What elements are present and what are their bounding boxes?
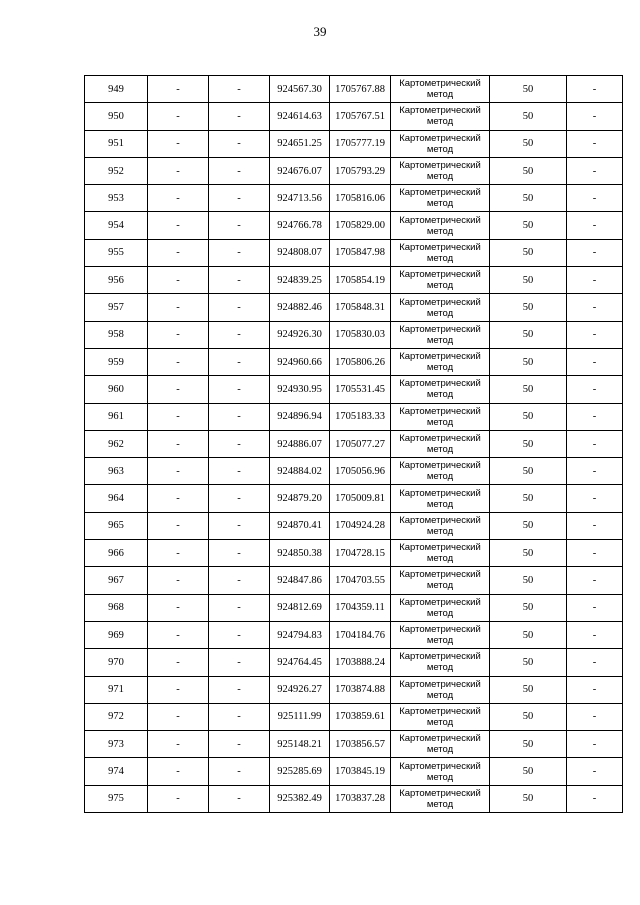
y-coordinate-cell: 1704703.55 — [330, 567, 391, 594]
precision-cell: 50 — [490, 676, 567, 703]
method-cell: Картометрический метод — [391, 267, 490, 294]
empty-coordinate-cell: - — [209, 212, 270, 239]
method-cell: Картометрический метод — [391, 239, 490, 266]
empty-coordinate-cell: - — [209, 103, 270, 130]
note-cell: - — [567, 540, 623, 567]
table-row — [85, 130, 623, 157]
point-number-cell: 951 — [85, 130, 148, 157]
table-row — [85, 321, 623, 348]
y-coordinate-cell: 1705767.88 — [330, 76, 391, 103]
y-coordinate-cell: 1705793.29 — [330, 157, 391, 184]
table-row — [85, 785, 623, 812]
note-cell: - — [567, 76, 623, 103]
y-coordinate-cell: 1703859.61 — [330, 703, 391, 730]
empty-coordinate-cell: - — [209, 485, 270, 512]
empty-coordinate-cell: - — [209, 321, 270, 348]
precision-cell: 50 — [490, 540, 567, 567]
note-cell: - — [567, 376, 623, 403]
point-number-cell: 958 — [85, 321, 148, 348]
y-coordinate-cell: 1705847.98 — [330, 239, 391, 266]
point-number-cell: 973 — [85, 731, 148, 758]
empty-coordinate-cell: - — [148, 103, 209, 130]
method-cell: Картометрический метод — [391, 430, 490, 457]
x-coordinate-cell: 924882.46 — [270, 294, 330, 321]
method-cell: Картометрический метод — [391, 321, 490, 348]
note-cell: - — [567, 130, 623, 157]
method-cell: Картометрический метод — [391, 76, 490, 103]
y-coordinate-cell: 1705009.81 — [330, 485, 391, 512]
y-coordinate-cell: 1704359.11 — [330, 594, 391, 621]
note-cell: - — [567, 103, 623, 130]
y-coordinate-cell: 1703856.57 — [330, 731, 391, 758]
x-coordinate-cell: 925148.21 — [270, 731, 330, 758]
note-cell: - — [567, 785, 623, 812]
empty-coordinate-cell: - — [209, 76, 270, 103]
note-cell: - — [567, 403, 623, 430]
method-cell: Картометрический метод — [391, 103, 490, 130]
empty-coordinate-cell: - — [148, 512, 209, 539]
empty-coordinate-cell: - — [148, 540, 209, 567]
note-cell: - — [567, 321, 623, 348]
precision-cell: 50 — [490, 594, 567, 621]
method-cell: Картометрический метод — [391, 785, 490, 812]
point-number-cell: 965 — [85, 512, 148, 539]
table-body — [85, 76, 623, 813]
table-row — [85, 567, 623, 594]
point-number-cell: 952 — [85, 157, 148, 184]
note-cell: - — [567, 731, 623, 758]
y-coordinate-cell: 1705848.31 — [330, 294, 391, 321]
empty-coordinate-cell: - — [209, 621, 270, 648]
method-cell: Картометрический метод — [391, 185, 490, 212]
empty-coordinate-cell: - — [148, 458, 209, 485]
empty-coordinate-cell: - — [148, 785, 209, 812]
x-coordinate-cell: 924614.63 — [270, 103, 330, 130]
point-number-cell: 969 — [85, 621, 148, 648]
table-row — [85, 458, 623, 485]
point-number-cell: 953 — [85, 185, 148, 212]
empty-coordinate-cell: - — [148, 294, 209, 321]
page-number: 39 — [313, 24, 327, 39]
point-number-cell: 967 — [85, 567, 148, 594]
precision-cell: 50 — [490, 731, 567, 758]
coordinates-table — [84, 75, 623, 813]
precision-cell: 50 — [490, 321, 567, 348]
point-number-cell: 966 — [85, 540, 148, 567]
point-number-cell: 971 — [85, 676, 148, 703]
table-row — [85, 621, 623, 648]
table-row — [85, 348, 623, 375]
empty-coordinate-cell: - — [209, 540, 270, 567]
precision-cell: 50 — [490, 403, 567, 430]
note-cell: - — [567, 567, 623, 594]
empty-coordinate-cell: - — [148, 621, 209, 648]
empty-coordinate-cell: - — [209, 731, 270, 758]
empty-coordinate-cell: - — [209, 785, 270, 812]
empty-coordinate-cell: - — [209, 676, 270, 703]
x-coordinate-cell: 924764.45 — [270, 649, 330, 676]
table-row — [85, 594, 623, 621]
table-row — [85, 676, 623, 703]
empty-coordinate-cell: - — [148, 267, 209, 294]
method-cell: Картометрический метод — [391, 731, 490, 758]
x-coordinate-cell: 924960.66 — [270, 348, 330, 375]
precision-cell: 50 — [490, 649, 567, 676]
empty-coordinate-cell: - — [148, 321, 209, 348]
point-number-cell: 974 — [85, 758, 148, 785]
table-row — [85, 485, 623, 512]
method-cell: Картометрический метод — [391, 458, 490, 485]
empty-coordinate-cell: - — [209, 649, 270, 676]
empty-coordinate-cell: - — [209, 567, 270, 594]
empty-coordinate-cell: - — [209, 376, 270, 403]
method-cell: Картометрический метод — [391, 485, 490, 512]
note-cell: - — [567, 185, 623, 212]
method-cell: Картометрический метод — [391, 157, 490, 184]
table-row — [85, 212, 623, 239]
y-coordinate-cell: 1705767.51 — [330, 103, 391, 130]
point-number-cell: 963 — [85, 458, 148, 485]
empty-coordinate-cell: - — [209, 403, 270, 430]
empty-coordinate-cell: - — [209, 157, 270, 184]
precision-cell: 50 — [490, 348, 567, 375]
empty-coordinate-cell: - — [148, 703, 209, 730]
y-coordinate-cell: 1704924.28 — [330, 512, 391, 539]
point-number-cell: 960 — [85, 376, 148, 403]
point-number-cell: 955 — [85, 239, 148, 266]
note-cell: - — [567, 649, 623, 676]
x-coordinate-cell: 924766.78 — [270, 212, 330, 239]
empty-coordinate-cell: - — [148, 157, 209, 184]
note-cell: - — [567, 157, 623, 184]
table-row — [85, 540, 623, 567]
x-coordinate-cell: 924651.25 — [270, 130, 330, 157]
note-cell: - — [567, 512, 623, 539]
method-cell: Картометрический метод — [391, 540, 490, 567]
x-coordinate-cell: 924808.07 — [270, 239, 330, 266]
empty-coordinate-cell: - — [148, 485, 209, 512]
empty-coordinate-cell: - — [209, 758, 270, 785]
empty-coordinate-cell: - — [209, 130, 270, 157]
x-coordinate-cell: 924896.94 — [270, 403, 330, 430]
note-cell: - — [567, 621, 623, 648]
x-coordinate-cell: 924567.30 — [270, 76, 330, 103]
point-number-cell: 970 — [85, 649, 148, 676]
y-coordinate-cell: 1704184.76 — [330, 621, 391, 648]
empty-coordinate-cell: - — [209, 294, 270, 321]
method-cell: Картометрический метод — [391, 130, 490, 157]
y-coordinate-cell: 1705854.19 — [330, 267, 391, 294]
y-coordinate-cell: 1705806.26 — [330, 348, 391, 375]
empty-coordinate-cell: - — [148, 130, 209, 157]
table-row — [85, 76, 623, 103]
y-coordinate-cell: 1704728.15 — [330, 540, 391, 567]
empty-coordinate-cell: - — [148, 76, 209, 103]
point-number-cell: 956 — [85, 267, 148, 294]
note-cell: - — [567, 212, 623, 239]
note-cell: - — [567, 239, 623, 266]
empty-coordinate-cell: - — [148, 185, 209, 212]
precision-cell: 50 — [490, 76, 567, 103]
point-number-cell: 961 — [85, 403, 148, 430]
method-cell: Картометрический метод — [391, 376, 490, 403]
x-coordinate-cell: 924886.07 — [270, 430, 330, 457]
point-number-cell: 957 — [85, 294, 148, 321]
method-cell: Картометрический метод — [391, 212, 490, 239]
empty-coordinate-cell: - — [148, 403, 209, 430]
precision-cell: 50 — [490, 294, 567, 321]
table-row — [85, 703, 623, 730]
point-number-cell: 954 — [85, 212, 148, 239]
empty-coordinate-cell: - — [148, 212, 209, 239]
empty-coordinate-cell: - — [209, 703, 270, 730]
note-cell: - — [567, 430, 623, 457]
note-cell: - — [567, 458, 623, 485]
table-row — [85, 294, 623, 321]
table-row — [85, 758, 623, 785]
y-coordinate-cell: 1705829.00 — [330, 212, 391, 239]
x-coordinate-cell: 924930.95 — [270, 376, 330, 403]
y-coordinate-cell: 1703888.24 — [330, 649, 391, 676]
precision-cell: 50 — [490, 458, 567, 485]
x-coordinate-cell: 924713.56 — [270, 185, 330, 212]
x-coordinate-cell: 925382.49 — [270, 785, 330, 812]
table-row — [85, 103, 623, 130]
table-row — [85, 267, 623, 294]
x-coordinate-cell: 924870.41 — [270, 512, 330, 539]
table-row — [85, 376, 623, 403]
method-cell: Картометрический метод — [391, 594, 490, 621]
precision-cell: 50 — [490, 130, 567, 157]
precision-cell: 50 — [490, 157, 567, 184]
note-cell: - — [567, 594, 623, 621]
y-coordinate-cell: 1705183.33 — [330, 403, 391, 430]
precision-cell: 50 — [490, 430, 567, 457]
table-row — [85, 403, 623, 430]
empty-coordinate-cell: - — [209, 512, 270, 539]
empty-coordinate-cell: - — [148, 594, 209, 621]
y-coordinate-cell: 1705056.96 — [330, 458, 391, 485]
x-coordinate-cell: 924926.30 — [270, 321, 330, 348]
empty-coordinate-cell: - — [209, 267, 270, 294]
method-cell: Картометрический метод — [391, 758, 490, 785]
x-coordinate-cell: 925285.69 — [270, 758, 330, 785]
note-cell: - — [567, 676, 623, 703]
y-coordinate-cell: 1703845.19 — [330, 758, 391, 785]
y-coordinate-cell: 1705531.45 — [330, 376, 391, 403]
empty-coordinate-cell: - — [148, 348, 209, 375]
empty-coordinate-cell: - — [209, 430, 270, 457]
precision-cell: 50 — [490, 785, 567, 812]
empty-coordinate-cell: - — [148, 239, 209, 266]
y-coordinate-cell: 1703874.88 — [330, 676, 391, 703]
empty-coordinate-cell: - — [148, 649, 209, 676]
precision-cell: 50 — [490, 621, 567, 648]
precision-cell: 50 — [490, 239, 567, 266]
table-row — [85, 430, 623, 457]
note-cell: - — [567, 294, 623, 321]
point-number-cell: 949 — [85, 76, 148, 103]
precision-cell: 50 — [490, 267, 567, 294]
method-cell: Картометрический метод — [391, 676, 490, 703]
x-coordinate-cell: 924839.25 — [270, 267, 330, 294]
x-coordinate-cell: 924847.86 — [270, 567, 330, 594]
precision-cell: 50 — [490, 185, 567, 212]
note-cell: - — [567, 485, 623, 512]
x-coordinate-cell: 924794.83 — [270, 621, 330, 648]
point-number-cell: 968 — [85, 594, 148, 621]
y-coordinate-cell: 1705077.27 — [330, 430, 391, 457]
table-row — [85, 157, 623, 184]
method-cell: Картометрический метод — [391, 649, 490, 676]
x-coordinate-cell: 925111.99 — [270, 703, 330, 730]
x-coordinate-cell: 924676.07 — [270, 157, 330, 184]
method-cell: Картометрический метод — [391, 348, 490, 375]
point-number-cell: 964 — [85, 485, 148, 512]
method-cell: Картометрический метод — [391, 703, 490, 730]
x-coordinate-cell: 924850.38 — [270, 540, 330, 567]
table-row — [85, 512, 623, 539]
empty-coordinate-cell: - — [209, 458, 270, 485]
point-number-cell: 962 — [85, 430, 148, 457]
y-coordinate-cell: 1705830.03 — [330, 321, 391, 348]
empty-coordinate-cell: - — [209, 185, 270, 212]
empty-coordinate-cell: - — [209, 594, 270, 621]
note-cell: - — [567, 703, 623, 730]
note-cell: - — [567, 758, 623, 785]
method-cell: Картометрический метод — [391, 621, 490, 648]
table-row — [85, 239, 623, 266]
x-coordinate-cell: 924926.27 — [270, 676, 330, 703]
point-number-cell: 950 — [85, 103, 148, 130]
method-cell: Картометрический метод — [391, 403, 490, 430]
empty-coordinate-cell: - — [148, 676, 209, 703]
method-cell: Картометрический метод — [391, 512, 490, 539]
table-row — [85, 185, 623, 212]
empty-coordinate-cell: - — [148, 430, 209, 457]
precision-cell: 50 — [490, 758, 567, 785]
precision-cell: 50 — [490, 485, 567, 512]
y-coordinate-cell: 1703837.28 — [330, 785, 391, 812]
empty-coordinate-cell: - — [209, 348, 270, 375]
empty-coordinate-cell: - — [148, 567, 209, 594]
y-coordinate-cell: 1705777.19 — [330, 130, 391, 157]
x-coordinate-cell: 924879.20 — [270, 485, 330, 512]
empty-coordinate-cell: - — [148, 376, 209, 403]
empty-coordinate-cell: - — [148, 758, 209, 785]
table-row — [85, 649, 623, 676]
table-row — [85, 731, 623, 758]
empty-coordinate-cell: - — [209, 239, 270, 266]
y-coordinate-cell: 1705816.06 — [330, 185, 391, 212]
point-number-cell: 975 — [85, 785, 148, 812]
precision-cell: 50 — [490, 512, 567, 539]
empty-coordinate-cell: - — [148, 731, 209, 758]
precision-cell: 50 — [490, 376, 567, 403]
precision-cell: 50 — [490, 103, 567, 130]
precision-cell: 50 — [490, 703, 567, 730]
point-number-cell: 959 — [85, 348, 148, 375]
precision-cell: 50 — [490, 212, 567, 239]
x-coordinate-cell: 924812.69 — [270, 594, 330, 621]
precision-cell: 50 — [490, 567, 567, 594]
note-cell: - — [567, 348, 623, 375]
point-number-cell: 972 — [85, 703, 148, 730]
x-coordinate-cell: 924884.02 — [270, 458, 330, 485]
method-cell: Картометрический метод — [391, 567, 490, 594]
note-cell: - — [567, 267, 623, 294]
method-cell: Картометрический метод — [391, 294, 490, 321]
